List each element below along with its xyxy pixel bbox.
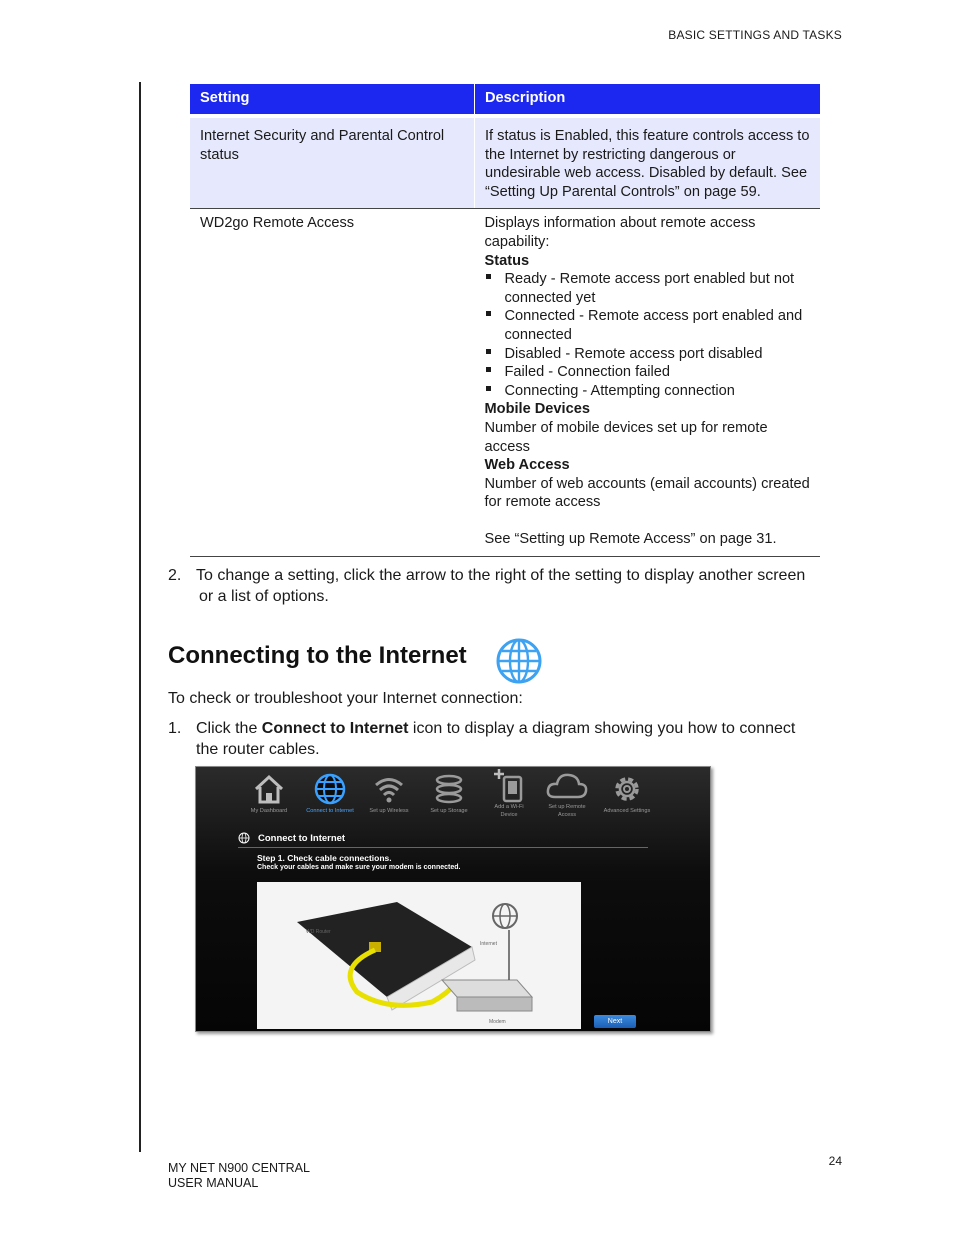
nav-label: Set up Wireless [369, 808, 409, 814]
step-2 [168, 565, 848, 607]
web-access-text: Number of web accounts (email accounts) created for remote access [484, 475, 810, 511]
section-intro: To check or troubleshoot your Internet connection: [168, 690, 523, 707]
step-1 [168, 718, 858, 760]
nav-label: Set up Remote [548, 804, 586, 810]
setting-cell: Internet Security and Parental Control status [190, 116, 475, 209]
setting-cell: WD2go Remote Access [190, 209, 475, 557]
nav-item-advanced-settings[interactable] [592, 771, 662, 815]
remote-access-reference: See “Setting up Remote Access” on page 31. [484, 531, 777, 548]
nav-label: Advanced Settings [603, 808, 651, 814]
step-subtext: Check your cables and make sure your modem is connected. [257, 864, 461, 871]
cloud-icon [545, 769, 589, 803]
mobile-devices-text: Number of mobile devices set up for remote access [484, 419, 768, 455]
wifi-icon [371, 771, 407, 807]
mobile-devices-heading: Mobile Devices [484, 401, 590, 418]
step-number: 2. [168, 567, 182, 584]
section-title: Connecting to the Internet [168, 642, 467, 669]
status-heading: Status [484, 252, 530, 269]
list-item: Ready - Remote access port enabled but not connected yet [485, 270, 811, 307]
remote-access-intro: Displays information about remote access capability: [484, 215, 756, 250]
nav-item-dashboard[interactable] [234, 771, 304, 815]
nav-label: Device [500, 812, 518, 818]
footer-line: MY NET N900 CENTRAL [168, 1161, 310, 1175]
modem-label: Modem [489, 1019, 506, 1025]
screenshot-title: Connect to Internet [258, 833, 346, 844]
list-item: Failed - Connection failed [485, 363, 811, 382]
table-row [190, 116, 820, 209]
settings-table [190, 84, 820, 557]
spacer [485, 512, 811, 531]
nav-label: Add a Wi-Fi [494, 804, 524, 810]
cable-diagram [257, 882, 581, 1029]
running-header: BASIC SETTINGS AND TASKS [668, 28, 842, 42]
step-text: To change a setting, click the arrow to the right of the setting to display another screen [196, 567, 806, 584]
web-access-heading: Web Access [484, 457, 570, 474]
step-text-pre: Click the [196, 720, 262, 737]
list-item: Connected - Remote access port enabled and connected [485, 307, 811, 344]
description-cell [475, 209, 821, 557]
step-number: 1. [168, 720, 182, 737]
globe-icon [495, 637, 543, 685]
step-text-continued: or a list of options. [199, 588, 329, 605]
globe-icon [312, 771, 348, 807]
list-item: Connecting - Attempting connection [485, 382, 811, 401]
description-cell: If status is Enabled, this feature controls access to the Internet by restricting dangerous or undesirable web access. Disabled by default. See “Setting Up Parental Controls” on page 59. [475, 116, 821, 209]
nav-label: Connect to Internet [306, 808, 354, 814]
globe-icon [238, 832, 250, 844]
divider [238, 847, 648, 848]
connect-to-internet-screenshot [195, 766, 711, 1032]
internet-label: Internet [480, 941, 497, 947]
device-icon [491, 767, 527, 803]
next-button[interactable]: Next [594, 1015, 636, 1028]
step-text-continued: the router cables. [196, 741, 320, 758]
step-text-post: icon to display a diagram showing you how to connect [408, 720, 796, 737]
connect-to-internet-term: Connect to Internet [261, 720, 409, 737]
step-heading: Step 1. Check cable connections. [257, 853, 392, 863]
footer-line: USER MANUAL [168, 1176, 259, 1190]
page-number: 24 [828, 1154, 842, 1168]
gear-icon [609, 771, 645, 807]
nav-label: Access [557, 812, 577, 818]
column-header-description: Description [475, 84, 821, 116]
storage-icon [431, 771, 467, 807]
home-icon [251, 771, 287, 807]
nav-label: Set up Storage [430, 808, 468, 814]
status-list [485, 270, 811, 400]
list-item: Disabled - Remote access port disabled [485, 345, 811, 364]
router-label: WD Router [306, 929, 331, 935]
table-row [190, 209, 820, 557]
column-header-setting: Setting [190, 84, 475, 116]
screenshot-nav-bar [196, 767, 710, 825]
nav-label: My Dashboard [250, 808, 288, 814]
margin-rule [139, 82, 141, 1152]
table-header-row [190, 84, 820, 116]
footer-title [168, 1161, 310, 1191]
